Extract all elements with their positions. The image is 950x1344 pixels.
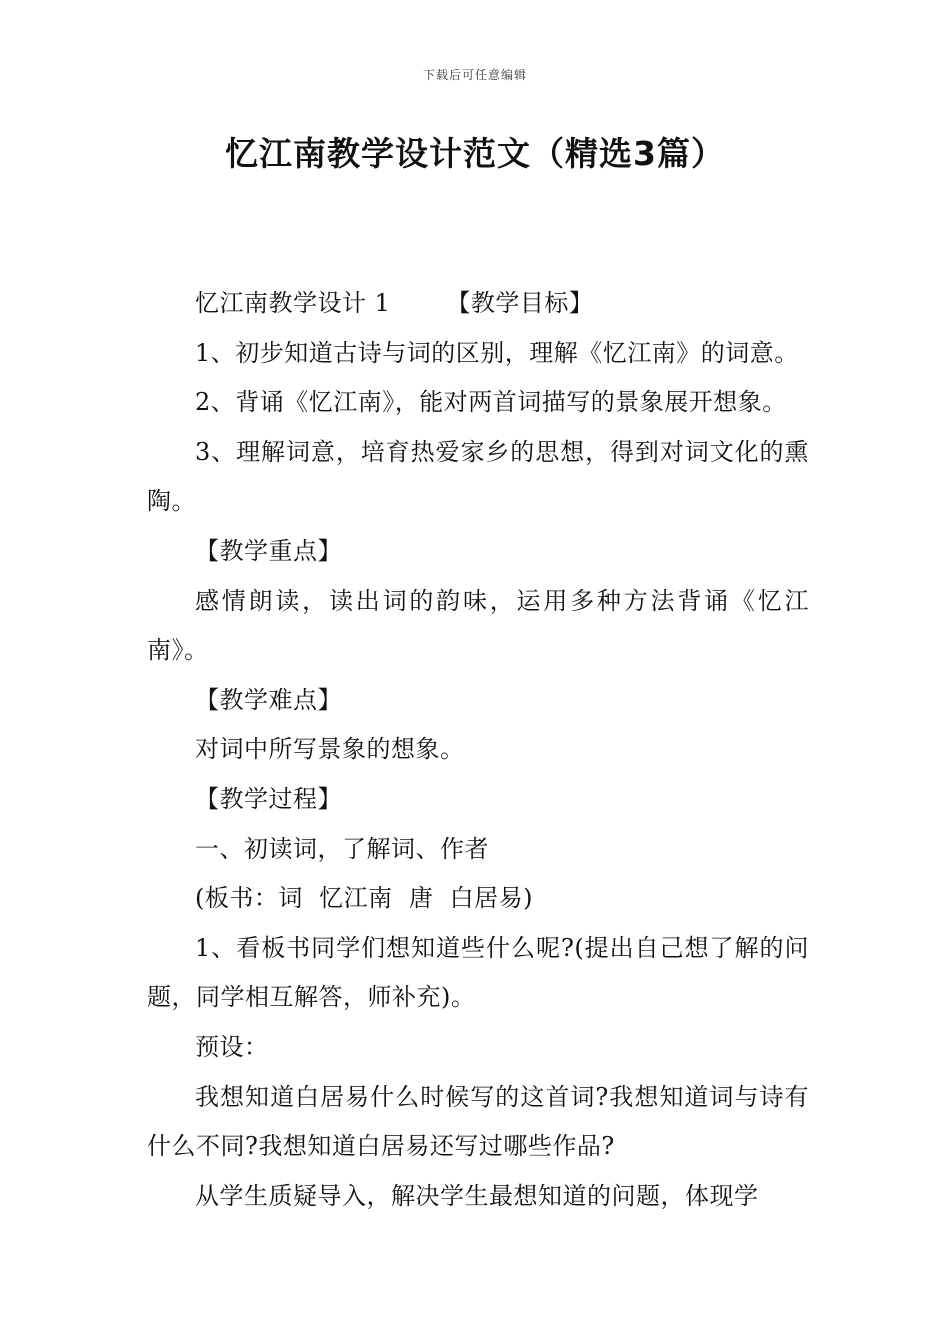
paragraph: 3、理解词意，培育热爱家乡的思想，得到对词文化的熏陶。 <box>147 437 809 516</box>
document-title: 忆江南教学设计范文（精选3篇） <box>225 134 725 173</box>
section-label: 【教学难点】 <box>195 685 342 714</box>
paragraph: 2、背诵《忆江南》，能对两首词描写的景象展开想象。 <box>195 388 787 417</box>
paragraph: 预设： <box>195 1032 269 1061</box>
paragraph: 1、看板书同学们想知道些什么呢?(提出自己想了解的问题，同学相互解答，师补充)。 <box>147 933 809 1012</box>
paragraph: 一、初读词，了解词、作者 <box>195 834 489 863</box>
paragraph: 从学生质疑导入，解决学生最想知道的问题，体现学 <box>195 1181 759 1210</box>
paragraph: 对词中所写景象的想象。 <box>195 735 465 764</box>
section-heading-line <box>147 279 809 329</box>
goal-label: 【教学目标】 <box>446 289 594 317</box>
paragraph: 感情朗读，读出词的韵味，运用多种方法背诵《忆江南》。 <box>147 586 809 665</box>
section-label: 【教学过程】 <box>195 784 342 813</box>
section-label: 【教学重点】 <box>195 536 342 565</box>
document-body <box>147 279 809 1221</box>
paragraph: 1、初步知道古诗与词的区别，理解《忆江南》的词意。 <box>195 338 799 367</box>
paragraph: (板书：词 忆江南 唐 白居易) <box>195 884 533 913</box>
header-note: 下载后可任意编辑 <box>422 68 527 82</box>
paragraph: 我想知道白居易什么时候写的这首词?我想知道词与诗有什么不同?我想知道白居易还写过哪些作品? <box>147 1082 809 1161</box>
section-name: 忆江南教学设计 1 <box>195 289 391 317</box>
